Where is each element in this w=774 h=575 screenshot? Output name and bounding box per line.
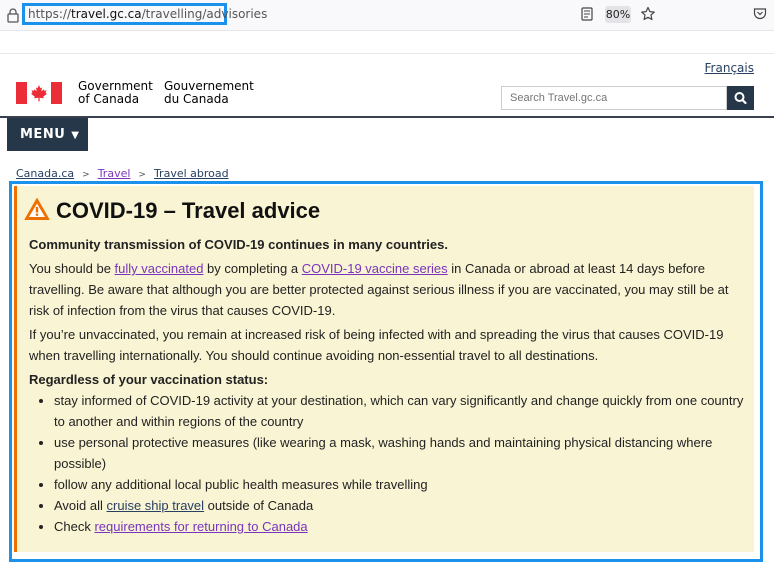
- reader-view-icon[interactable]: [581, 7, 593, 21]
- url-bar[interactable]: [22, 3, 268, 25]
- fully-vaccinated-link[interactable]: fully vaccinated: [114, 261, 204, 276]
- breadcrumb-separator: >: [82, 170, 90, 180]
- url-host: travel.gc.ca: [71, 7, 142, 21]
- page-top-spacer: [0, 31, 774, 54]
- advisory-body: [29, 234, 745, 537]
- language-toggle-link[interactable]: Français: [704, 61, 754, 75]
- text: Check: [54, 519, 95, 534]
- list-item: • stay informed of COVID-19 activity at your destination, which can vary significantly and change quickly from one country to another and within regions of the country: [54, 390, 745, 432]
- list-item: • use personal protective measures (like wearing a mask, washing hands and maintaining physical distancing where possible): [54, 432, 745, 474]
- advisory-lead: Community transmission of COVID-19 continues in many countries.: [29, 237, 448, 252]
- text: outside of Canada: [204, 498, 314, 513]
- breadcrumb-travel-abroad[interactable]: Travel abroad: [153, 167, 229, 180]
- lock-icon[interactable]: [6, 7, 20, 23]
- list-item: • follow any additional local public health measures while travelling: [54, 474, 745, 495]
- url-path: /travelling/advisories: [141, 7, 268, 21]
- list-item: [54, 495, 745, 516]
- breadcrumb-travel[interactable]: Travel: [97, 167, 131, 180]
- warning-icon: [24, 197, 50, 221]
- chevron-down-icon: ▼: [71, 130, 80, 141]
- gov-fr-line2: du Canada: [164, 92, 229, 106]
- government-of-canada-wordmark-fr[interactable]: [164, 80, 254, 106]
- search-button[interactable]: [727, 86, 754, 110]
- breadcrumb-canada[interactable]: Canada.ca: [16, 167, 75, 180]
- vaccine-series-link[interactable]: COVID-19 vaccine series: [301, 261, 448, 276]
- canada-flag-icon[interactable]: [16, 82, 62, 104]
- url-scheme: https://: [28, 7, 72, 21]
- menu-button[interactable]: [7, 118, 88, 151]
- cruise-ship-travel-link[interactable]: cruise ship travel: [106, 498, 205, 513]
- text: by completing a: [203, 261, 302, 276]
- breadcrumb-separator: >: [138, 170, 146, 180]
- gov-en-line1: Government: [78, 79, 153, 93]
- advisory-paragraph-vaccinated: [29, 258, 745, 321]
- breadcrumb: [16, 167, 229, 180]
- browser-toolbar: [0, 0, 774, 31]
- zoom-level-indicator[interactable]: 80%: [605, 8, 631, 21]
- header-divider: [0, 116, 774, 118]
- text: Avoid all: [54, 498, 107, 513]
- bookmark-star-icon[interactable]: [640, 6, 656, 22]
- search-input[interactable]: [501, 86, 727, 110]
- advisory-list: [29, 390, 745, 537]
- search-icon: [727, 86, 754, 110]
- text: in Canada or abroad at least 14 days before travelling. Be aware that although you are better protected against serious illness if you are vaccinated, you may still be at risk of infection from the virus that causes COVID-19.: [29, 261, 729, 318]
- advisory-title-text: COVID-19 – Travel advice: [56, 198, 321, 223]
- returning-to-canada-link[interactable]: requirements for returning to Canada: [94, 519, 308, 534]
- list-item: [54, 516, 745, 537]
- advisory-list-heading: Regardless of your vaccination status:: [29, 372, 269, 387]
- pocket-icon[interactable]: [753, 7, 767, 21]
- text: You should be: [29, 261, 115, 276]
- gov-fr-line1: Gouvernement: [164, 79, 254, 93]
- advisory-paragraph-unvaccinated: If you’re unvaccinated, you remain at increased risk of being infected with and spreading the virus that causes COVID-19 when travelling internationally. You should continue avoiding non-essential travel to all destinations.: [29, 327, 724, 363]
- government-of-canada-wordmark-en[interactable]: [78, 80, 153, 106]
- advisory-title: [24, 197, 320, 224]
- gov-en-line2: of Canada: [78, 92, 140, 106]
- site-search: [501, 86, 754, 110]
- menu-label: MENU: [20, 127, 66, 142]
